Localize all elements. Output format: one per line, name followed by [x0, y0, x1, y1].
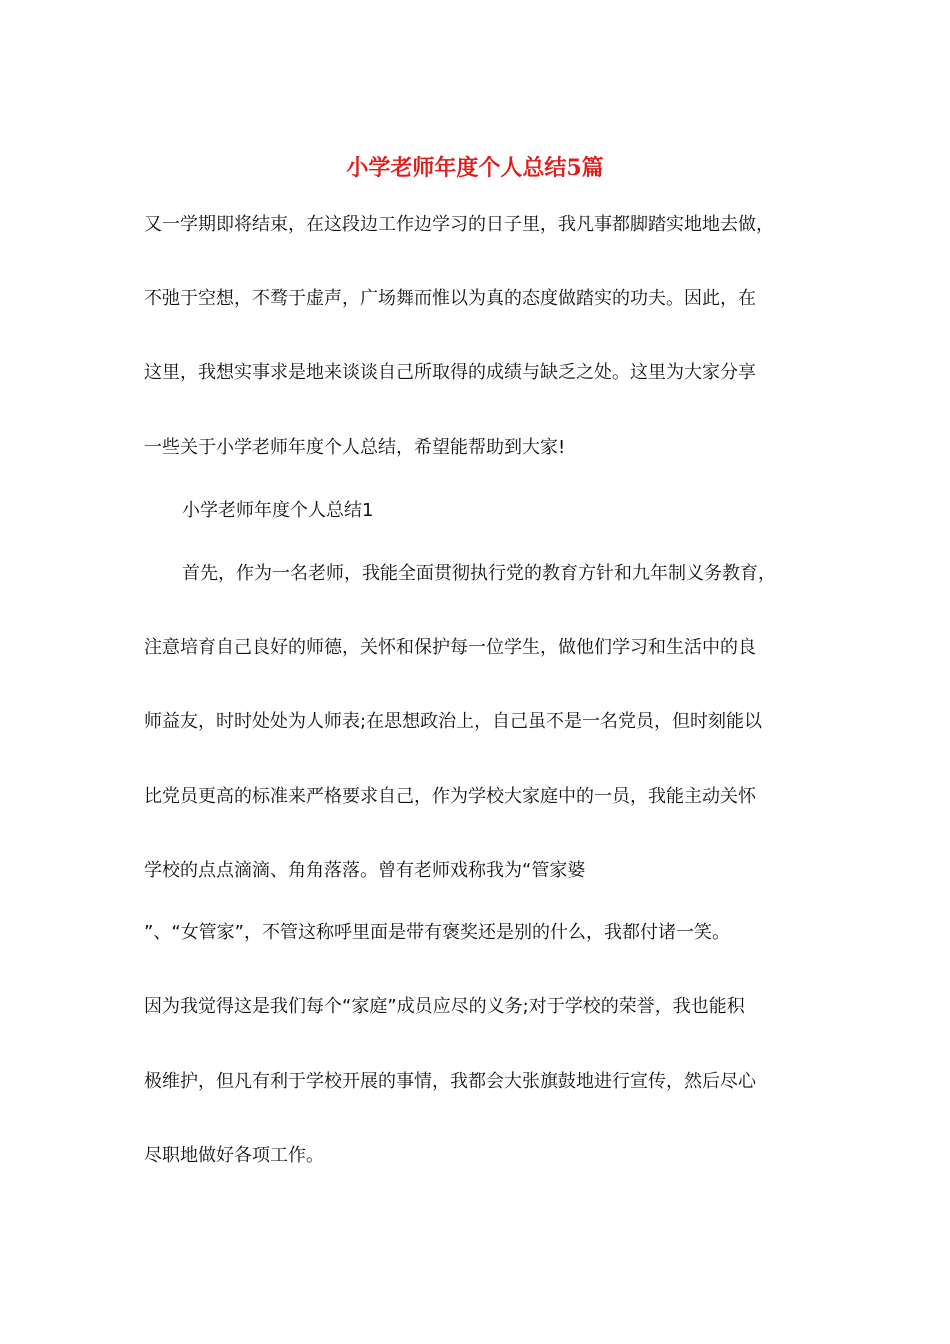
paragraph-line: 因为我觉得这是我们每个“家庭”成员应尽的义务;对于学校的荣誉，我也能积	[144, 996, 745, 1017]
section-heading: 小学老师年度个人总结1	[182, 500, 374, 521]
paragraph-line: 注意培育自己良好的师德，关怀和保护每一位学生，做他们学习和生活中的良	[144, 637, 756, 658]
paragraph-line: ”、“女管家”，不管这称呼里面是带有褒奖还是别的什么，我都付诸一笑。	[144, 922, 730, 943]
paragraph-line: 极维护，但凡有利于学校开展的事情，我都会大张旗鼓地进行宣传，然后尽心	[144, 1071, 756, 1092]
document-title: 小学老师年度个人总结5篇	[346, 155, 604, 181]
paragraph-line: 学校的点点滴滴、角角落落。曾有老师戏称我为“管家婆	[144, 860, 586, 881]
paragraph-line: 师益友，时时处处为人师表;在思想政治上，自己虽不是一名党员，但时刻能以	[144, 711, 763, 732]
paragraph-line: 首先，作为一名老师，我能全面贯彻执行党的教育方针和九年制义务教育，	[182, 563, 776, 584]
paragraph-line: 一些关于小学老师年度个人总结，希望能帮助到大家!	[144, 437, 566, 458]
paragraph-line: 尽职地做好各项工作。	[144, 1145, 324, 1166]
paragraph-line: 又一学期即将结束，在这段边工作边学习的日子里，我凡事都脚踏实地地去做，	[144, 214, 774, 235]
paragraph-line: 比党员更高的标准来严格要求自己，作为学校大家庭中的一员，我能主动关怀	[144, 786, 756, 807]
paragraph-line: 这里，我想实事求是地来谈谈自己所取得的成绩与缺乏之处。这里为大家分享	[144, 362, 756, 383]
paragraph-line: 不弛于空想，不骛于虚声，广场舞而惟以为真的态度做踏实的功夫。因此，在	[144, 288, 756, 309]
